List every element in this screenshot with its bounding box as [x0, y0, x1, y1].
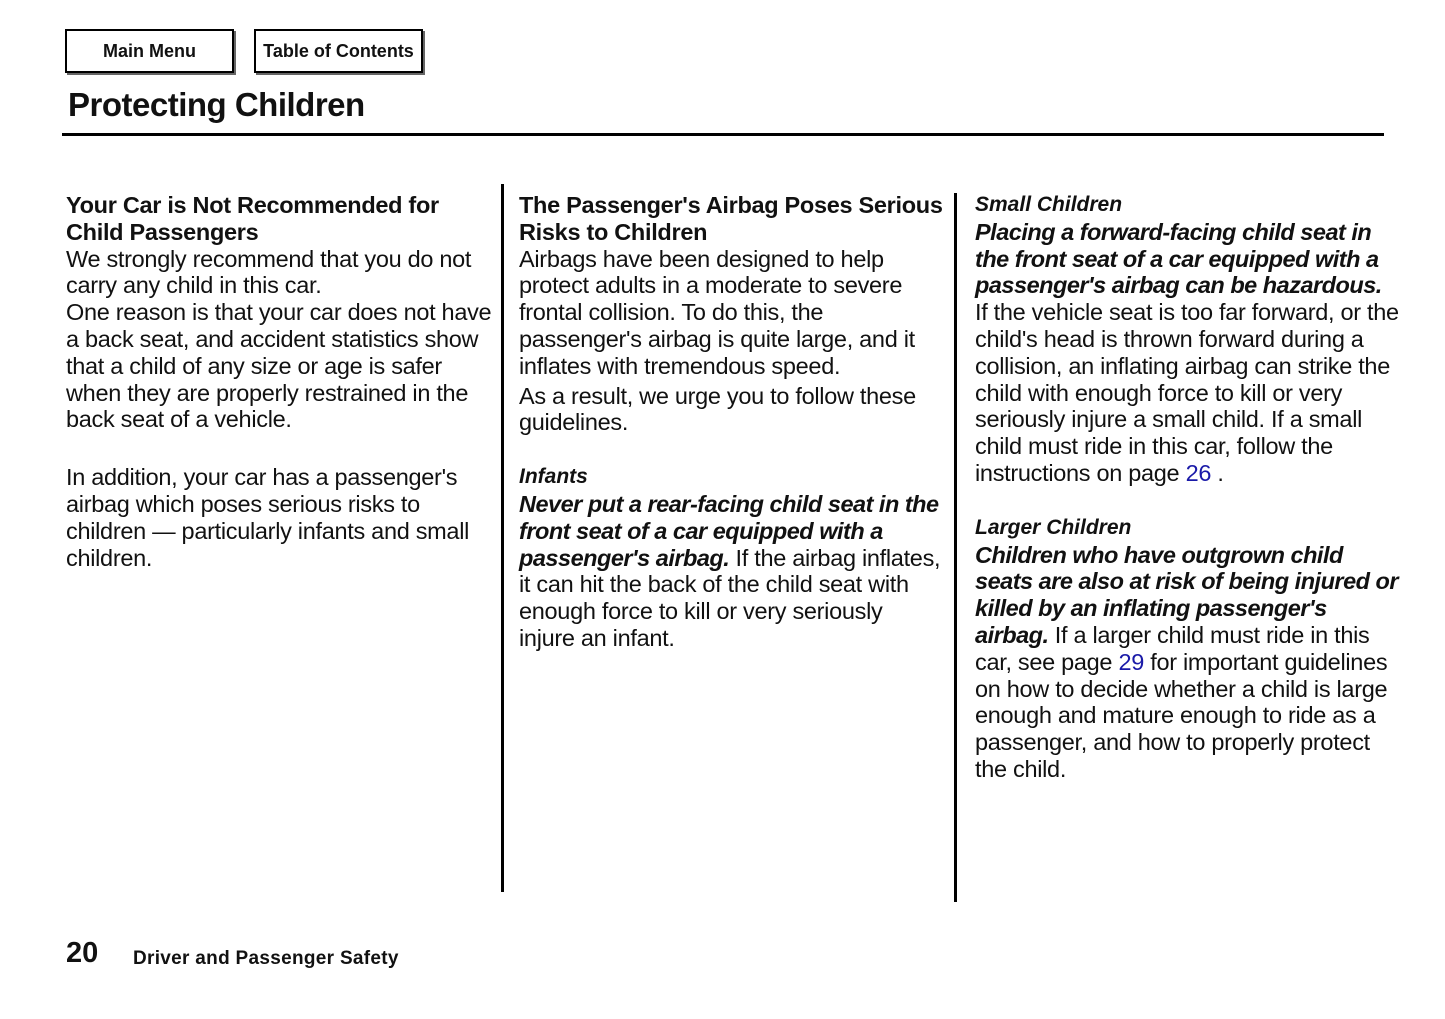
page-link-29[interactable]: 29: [1118, 648, 1144, 675]
column-not-recommended: [66, 192, 496, 571]
paragraph-small-children: [975, 219, 1400, 487]
main-menu-button[interactable]: Main Menu: [65, 29, 234, 73]
title-divider: [62, 133, 1384, 136]
warning-small-children: Placing a forward-facing child seat in the front seat of a car equipped with a passenger's airbag can be hazardous.: [975, 218, 1382, 299]
subheading-larger-children: Larger Children: [975, 515, 1132, 539]
paragraph-larger-children: [975, 542, 1400, 783]
page-title: Protecting Children: [68, 86, 365, 123]
subheading-small-children: Small Children: [975, 193, 1123, 216]
section-name: Driver and Passenger Safety: [133, 948, 399, 969]
text-larger-children-end: for important guidelines on how to decide whether a child is large enough and mature enough to ride as a passenger, and how to properly protect the child.: [975, 648, 1388, 782]
column-divider-1: [501, 184, 504, 892]
paragraph-airbag-design: Airbags have been designed to help protect adults in a moderate to severe frontal collision. To do this, the passenger's airbag is quite large, and it inflates with tremendous speed.: [519, 245, 915, 379]
warning-infants: Never put a rear-facing child seat in the front seat of a car equipped with a passenger's airbag.: [519, 490, 939, 571]
subheading-infants: Infants: [519, 465, 588, 489]
section-heading-not-recommended: Your Car is Not Recommended for Child Passengers: [66, 192, 439, 245]
column-airbag-risks: [519, 192, 944, 652]
paragraph-guidelines: As a result, we urge you to follow these guidelines.: [519, 382, 916, 436]
page-number: 20: [66, 937, 99, 969]
text-small-children-end: .: [1211, 459, 1224, 486]
table-of-contents-button[interactable]: Table of Contents: [254, 29, 423, 73]
section-heading-airbag-risks: The Passenger's Airbag Poses Serious Risks to Children: [519, 192, 943, 245]
text-small-children: If the vehicle seat is too far forward, or the child's head is thrown forward during a collision, an inflating airbag can strike the child with enough force to kill or very seriously injure a small child. If a small child must ride in this car, follow the instructions on page: [975, 299, 1399, 486]
paragraph-recommendation: We strongly recommend that you do not carry any child in this car.: [66, 245, 472, 299]
column-divider-2: [954, 193, 957, 902]
text-larger-children: If a larger child must ride in this car, see page: [975, 621, 1370, 675]
text-infants: If the airbag inflates, it can hit the back of the child seat with enough force to kill or very seriously injure an infant.: [519, 544, 941, 651]
paragraph-reason: One reason is that your car does not have a back seat, and accident statistics show that a child of any size or age is safer when they are properly restrained in the back seat of a vehicle.: [66, 299, 492, 433]
paragraph-airbag-risk: In addition, your car has a passenger's airbag which poses serious risks to children — particularly infants and small children.: [66, 464, 470, 571]
column-children: [975, 192, 1400, 783]
warning-larger-children: Children who have outgrown child seats are also at risk of being injured or killed by an inflating passenger's airbag.: [975, 541, 1399, 648]
page-link-26[interactable]: 26: [1185, 459, 1212, 486]
paragraph-infants: [519, 491, 944, 652]
